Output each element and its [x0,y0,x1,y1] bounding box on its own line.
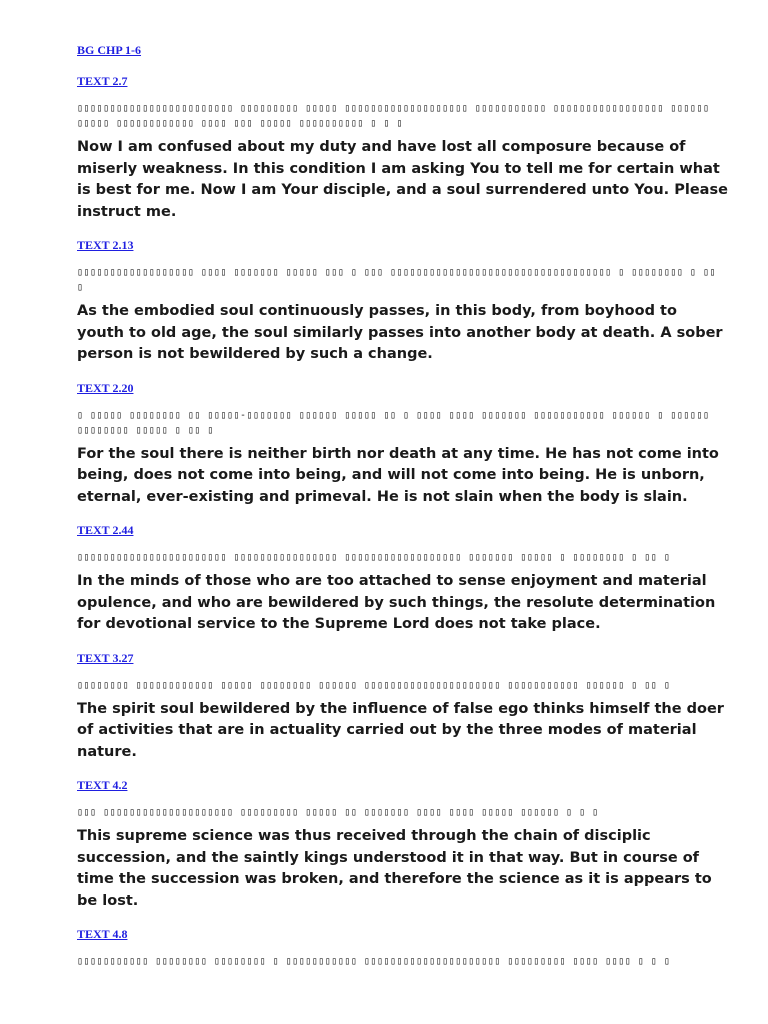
sanskrit-text: ▯ ▯▯▯▯▯ ▯▯▯▯▯▯▯▯ ▯▯ ▯▯▯▯▯-▯▯▯▯▯▯▯ ▯▯▯▯▯▯ ▯▯▯▯▯ ▯▯ ▯ ▯▯▯▯ ▯▯▯▯ ▯▯▯▯▯▯▯ ▯▯▯▯▯▯▯▯▯▯▯ ▯▯▯▯▯▯ ▯ ▯▯▯▯▯▯ ▯▯▯▯▯▯▯▯ ▯▯▯▯▯ ▯ ▯▯ ▯ [77,409,710,436]
verse-translation: As the embodied soul continuously passes, in this body, from boyhood to youth to old age, the soul similarly passes into another body at death. A sober person is not bewildered by such a change. [77,303,723,362]
verse-block [77,237,728,366]
verse-block [77,73,728,223]
verse-translation: The spirit soul bewildered by the influence of false ego thinks himself the doer of activities that are in actuality carried out by the three modes of material nature. [77,700,724,760]
verse-translation: Now I am confused about my duty and have lost all composure because of miserly weakness. In this condition I am asking You to tell me for certain what is best for me. Now I am Your disciple, and a soul surrendered unto You. Please instruct me. [77,139,728,220]
verse-link[interactable]: TEXT 2.7 [77,74,128,88]
verse-translation: In the minds of those who are too attached to sense enjoyment and material opulence, and who are bewildered by such things, the resolute determination for devotional service to the Supreme Lord does not take place. [77,573,716,632]
verse-link[interactable]: TEXT 2.44 [77,523,134,537]
verse-block [77,522,728,636]
verse-translation: This supreme science was thus received through the chain of disciplic succession, and the saintly kings understood it in that way. But in course of time the succession was broken, and therefore the science as it is appears to be lost. [77,828,712,909]
verse-link[interactable]: TEXT 2.20 [77,380,134,395]
sanskrit-text: ▯▯▯▯▯▯▯▯▯▯▯▯▯▯▯▯▯▯▯▯▯▯▯ ▯▯▯▯▯▯▯▯▯▯▯▯▯▯▯▯ ▯▯▯▯▯▯▯▯▯▯▯▯▯▯▯▯▯▯ ▯▯▯▯▯▯▯ ▯▯▯▯▯ ▯ ▯▯▯▯▯▯▯▯ ▯ ▯▯ ▯ [77,552,671,563]
sanskrit-text: ▯▯▯▯▯▯▯▯ ▯▯▯▯▯▯▯▯▯▯▯▯ ▯▯▯▯▯ ▯▯▯▯▯▯▯▯ ▯▯▯▯▯▯ ▯▯▯▯▯▯▯▯▯▯▯▯▯▯▯▯▯▯▯▯▯ ▯▯▯▯▯▯▯▯▯▯▯ ▯▯▯▯▯▯ ▯ ▯▯ ▯ [77,679,671,691]
sanskrit-text: ▯▯▯ ▯▯▯▯▯▯▯▯▯▯▯▯▯▯▯▯▯▯▯▯ ▯▯▯▯▯▯▯▯▯ ▯▯▯▯▯ ▯▯ ▯▯▯▯▯▯▯ ▯▯▯▯ ▯▯▯▯ ▯▯▯▯▯ ▯▯▯▯▯▯ ▯ ▯ ▯ [77,807,599,818]
verse-link[interactable]: TEXT 4.2 [77,778,128,792]
verse-block [77,650,728,764]
verse-block [77,777,728,912]
sanskrit-text: ▯▯▯▯▯▯▯▯▯▯▯▯▯▯▯▯▯▯▯▯▯▯▯▯ ▯▯▯▯▯▯▯▯▯ ▯▯▯▯▯ ▯▯▯▯▯▯▯▯▯▯▯▯▯▯▯▯▯▯▯ ▯▯▯▯▯▯▯▯▯▯▯ ▯▯▯▯▯▯▯▯▯▯▯▯▯▯▯▯▯ ▯▯▯▯▯▯ ▯▯▯▯▯ ▯▯▯▯▯▯▯▯▯▯▯▯ ▯▯▯▯ ▯▯▯ ▯▯▯▯▯ ▯▯▯▯▯▯▯▯▯▯ ▯ ▯ ▯ [77,103,710,129]
verse-link[interactable]: TEXT 2.13 [77,238,134,252]
verse-block [77,926,728,969]
verse-translation: For the soul there is neither birth nor death at any time. He has not come into being, does not come into being, and will not come into being. He is unborn, eternal, ever-existing and primeval. He is not slain when the body is slain. [77,445,719,505]
chapter-link[interactable]: BG CHP 1-6 [77,43,142,57]
verse-link[interactable]: TEXT 4.8 [77,927,128,941]
sanskrit-text: ▯▯▯▯▯▯▯▯▯▯▯▯▯▯▯▯▯▯ ▯▯▯▯ ▯▯▯▯▯▯▯ ▯▯▯▯▯ ▯▯▯ ▯ ▯▯▯ ▯▯▯▯▯▯▯▯▯▯▯▯▯▯▯▯▯▯▯▯▯▯▯▯▯▯▯▯▯▯▯▯▯▯ ▯ ▯▯▯▯▯▯▯▯ ▯ ▯▯ ▯ [77,267,717,293]
verse-link[interactable]: TEXT 3.27 [77,650,134,665]
verse-block [77,380,728,509]
sanskrit-text: ▯▯▯▯▯▯▯▯▯▯▯ ▯▯▯▯▯▯▯▯ ▯▯▯▯▯▯▯▯ ▯ ▯▯▯▯▯▯▯▯▯▯▯ ▯▯▯▯▯▯▯▯▯▯▯▯▯▯▯▯▯▯▯▯▯ ▯▯▯▯▯▯▯▯▯ ▯▯▯▯ ▯▯▯▯ ▯ ▯ ▯ [77,956,671,967]
verse-list [77,73,728,969]
